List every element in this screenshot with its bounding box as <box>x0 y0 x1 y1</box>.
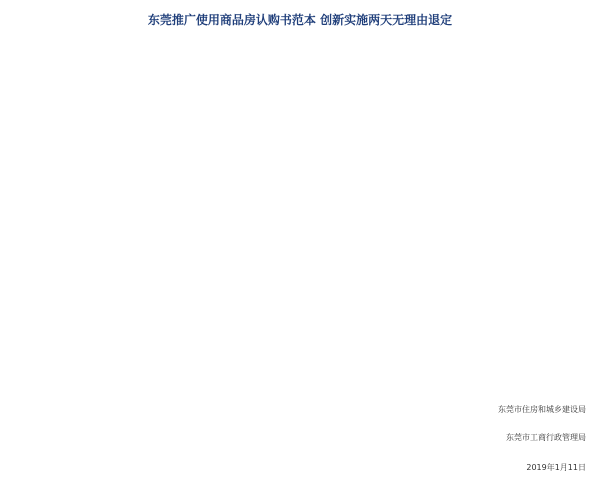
signature-housing-bureau: 东莞市住房和城乡建设局 <box>498 405 586 414</box>
document-title: 东莞推广使用商品房认购书范本 创新实施两天无理由退定 <box>147 13 453 27</box>
paragraph-3 <box>14 322 586 394</box>
paragraph-2 <box>14 176 586 312</box>
signature-commerce-bureau: 东莞市工商行政管理局 <box>506 433 586 442</box>
document-date: 2019年1月11日 <box>526 463 586 472</box>
paragraph-1 <box>14 46 586 166</box>
